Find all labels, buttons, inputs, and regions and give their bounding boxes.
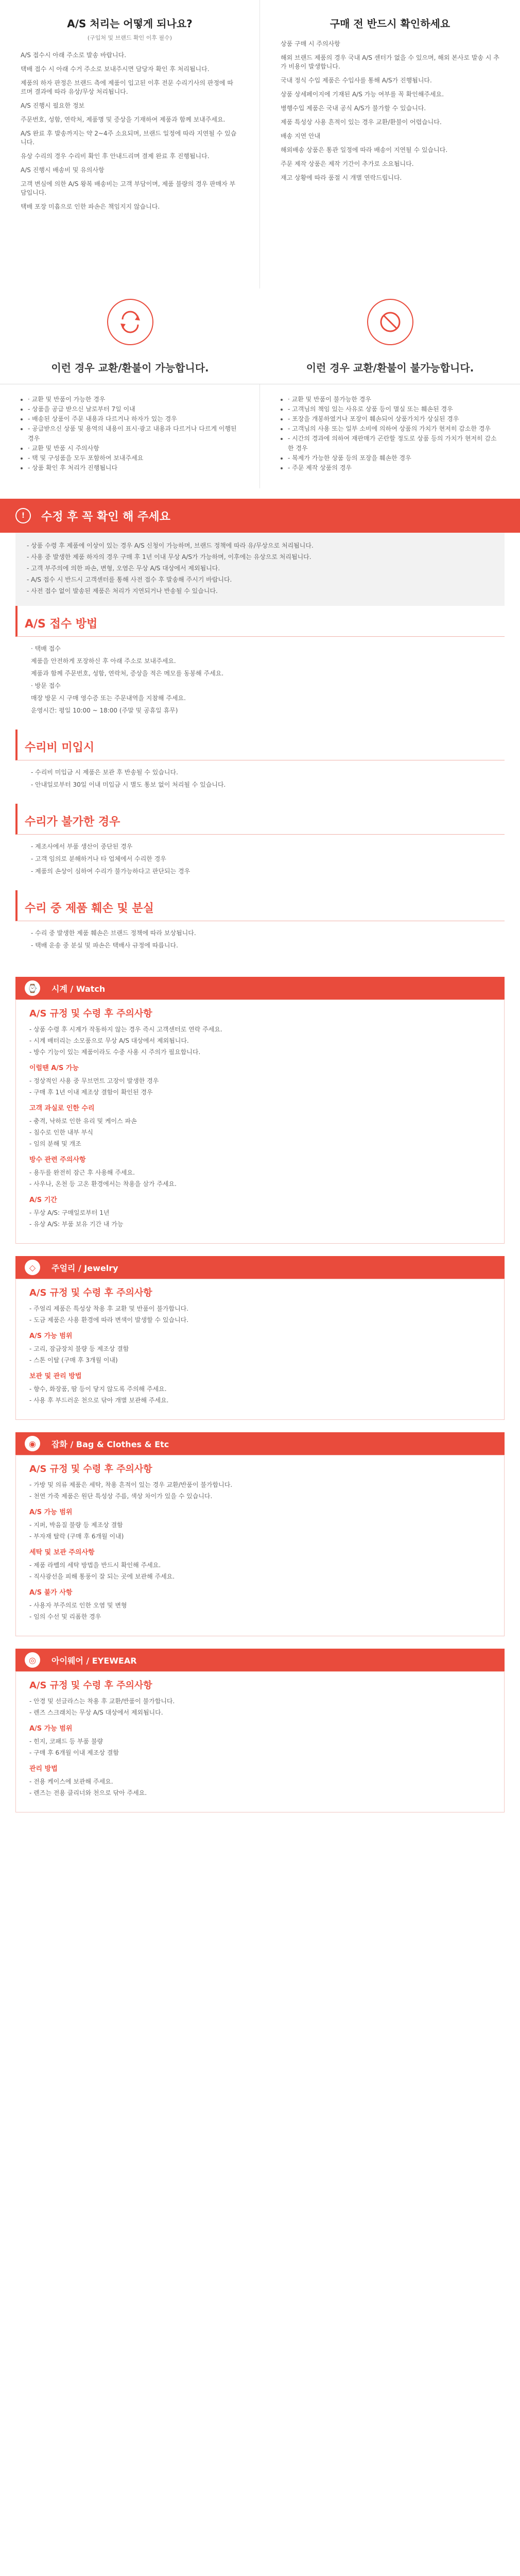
category-line: - 전용 케이스에 보관해 주세요. <box>29 1778 113 1785</box>
category-line: - 시계 배터리는 소모품으로 무상 A/S 대상에서 제외됩니다. <box>29 1037 189 1044</box>
purchase-notice-panel <box>260 0 520 289</box>
purchase-notice-item: 상품 구매 시 주의사항 <box>281 40 340 47</box>
purchase-notice-item: 배송 지연 안내 <box>281 132 321 140</box>
as-process-item: 유상 수리의 경우 수리비 확인 후 안내드리며 결제 완료 후 진행됩니다. <box>21 152 210 160</box>
section-line: · 방문 접수 <box>31 682 61 689</box>
exchange-possible-item: • - 상품을 공급 받으신 날로부터 7일 이내 <box>28 404 239 414</box>
category-line: - 천연 가죽 제품은 원단 특성상 주름, 색상 차이가 있을 수 있습니다. <box>29 1493 213 1500</box>
exchange-lists <box>0 384 520 488</box>
category-line: - 렌즈는 전용 클리너와 천으로 닦아 주세요. <box>29 1789 147 1797</box>
exchange-impossible-item: • - 고객님의 사용 또는 일부 소비에 의하여 상품의 가치가 현저히 감소한 경우 <box>288 424 499 434</box>
as-process-panel <box>0 0 260 289</box>
notice-line: - 사전 접수 없이 발송된 제품은 처리가 지연되거나 반송될 수 있습니다. <box>27 587 218 595</box>
category-card <box>15 1279 505 1420</box>
category-card <box>15 1671 505 1812</box>
notice-box <box>15 533 505 606</box>
exchange-possible-item: • - 공급받으신 상품 및 용역의 내용이 표시·광고 내용과 다르거나 다르게 이행된 경우 <box>28 424 239 444</box>
category-line: - 지퍼, 박음질 불량 등 제조상 결함 <box>29 1521 123 1529</box>
purchase-notice-item: 해외 브랜드 제품의 경우 국내 A/S 센터가 없을 수 있으며, 해외 본사로 발송 시 추가 비용이 발생합니다. <box>281 54 499 70</box>
purchase-notice-item: 병행수입 제품은 국내 공식 A/S가 불가할 수 있습니다. <box>281 105 426 112</box>
as-process-item: 택배 접수 시 아래 수거 주소로 보내주시면 담당자 확인 후 처리됩니다. <box>21 65 210 73</box>
category-bar <box>15 977 505 999</box>
section-title: 수리비 미입시 <box>15 730 505 760</box>
section-body <box>15 760 505 804</box>
category-line: - 제품 라벨의 세탁 방법을 반드시 확인해 주세요. <box>29 1562 161 1569</box>
category-subheading: A/S 기간 <box>29 1196 57 1204</box>
as-process-item: 제품의 하자 판정은 브랜드 측에 제품이 입고된 이후 전문 수리기사의 판정에 따르며 결과에 따라 유상/무상 처리됩니다. <box>21 79 233 95</box>
category-line: - 힌지, 코패드 등 부품 불량 <box>29 1738 103 1745</box>
section-line: 제품을 안전하게 포장하신 후 아래 주소로 보내주세요. <box>31 657 176 665</box>
section-title: 수리가 불가한 경우 <box>15 804 505 835</box>
as-process-title: A/S 처리는 어떻게 되나요? (구입처 및 브랜드 확인 이후 필수) <box>67 18 193 41</box>
as-process-item: A/S 진행시 필요한 정보 <box>21 102 85 109</box>
as-process-item: A/S 완료 후 발송까지는 약 2~4주 소요되며, 브랜드 일정에 따라 지연될 수 있습니다. <box>21 130 237 146</box>
exchange-impossible-icon <box>367 299 413 345</box>
category-line: - 도금 제품은 사용 환경에 따라 변색이 발생할 수 있습니다. <box>29 1316 189 1324</box>
purchase-notice-item: 주문 제작 상품은 제작 기간이 추가로 소요됩니다. <box>281 160 414 167</box>
as-process-item: A/S 진행시 배송비 및 유의사항 <box>21 166 105 174</box>
exchange-impossible-item: • - 주문 제작 상품의 경우 <box>288 463 499 473</box>
section-line: - 택배 운송 중 분실 및 파손은 택배사 규정에 따릅니다. <box>31 942 178 949</box>
exchange-possible-item: • - 택 및 구성품을 모두 포함하여 보내주세요 <box>28 453 239 463</box>
category-card <box>15 1455 505 1636</box>
category-line: - 상품 수령 후 시계가 작동하지 않는 경우 즉시 고객센터로 연락 주세요. <box>29 1026 222 1033</box>
section-line: 운영시간: 평일 10:00 ~ 18:00 (주말 및 공휴일 휴무) <box>31 707 178 714</box>
notice-line: - 상품 수령 후 제품에 이상이 있는 경우 A/S 신청이 가능하며, 브랜드 정책에 따라 유/무상으로 처리됩니다. <box>27 542 314 549</box>
notice-banner-title: 수정 후 꼭 확인 해 주세요 <box>41 510 170 523</box>
notice-line: - 고객 부주의에 의한 파손, 변형, 오염은 무상 A/S 대상에서 제외됩니다. <box>27 565 220 572</box>
category-card-title: A/S 규정 및 수령 후 주의사항 <box>29 1464 152 1475</box>
category-line: - 향수, 화장품, 땀 등이 닿지 않도록 주의해 주세요. <box>29 1385 167 1393</box>
category-subheading: 보관 및 관리 방법 <box>29 1372 82 1380</box>
purchase-notice-item: 제품 특성상 사용 흔적이 있는 경우 교환/환불이 어렵습니다. <box>281 118 442 126</box>
category-subheading: A/S 가능 범위 <box>29 1509 73 1516</box>
category-card <box>15 999 505 1244</box>
exchange-possible-item: • - 배송된 상품이 주문 내용과 다르거나 하자가 있는 경우 <box>28 414 239 424</box>
category-line: - 고리, 잠금장치 불량 등 제조상 결함 <box>29 1345 129 1352</box>
purchase-notice-item: 해외배송 상품은 통관 일정에 따라 배송이 지연될 수 있습니다. <box>281 146 448 154</box>
category-line: - 안경 및 선글라스는 착용 후 교환/반품이 불가합니다. <box>29 1698 175 1705</box>
category-subheading: 방수 관련 주의사항 <box>29 1156 86 1164</box>
exchange-possible-icon <box>107 299 153 345</box>
section-line: - 안내일로부터 30일 이내 미입금 시 별도 통보 없이 처리될 수 있습니다. <box>31 781 226 788</box>
category-subheading: A/S 가능 범위 <box>29 1725 73 1733</box>
category-line: - 용두를 완전히 잠근 후 사용해 주세요. <box>29 1169 135 1176</box>
category-line: - 충격, 낙하로 인한 유리 및 케이스 파손 <box>29 1117 137 1125</box>
category-line: - 직사광선을 피해 통풍이 잘 되는 곳에 보관해 주세요. <box>29 1573 175 1580</box>
category-icon: ◉ <box>25 1436 40 1451</box>
exchange-impossible-list <box>281 395 499 473</box>
info-icon: ! <box>15 508 31 523</box>
category-line: - 사용자 부주의로 인한 오염 및 변형 <box>29 1602 127 1609</box>
exchange-impossible-item: • - 복제가 가능한 상품 등의 포장을 훼손한 경우 <box>288 453 499 463</box>
category-icon: ◇ <box>25 1260 40 1275</box>
exchange-possible-list <box>21 395 239 473</box>
section-line: - 제품의 손상이 심하여 수리가 불가능하다고 판단되는 경우 <box>31 868 190 875</box>
category-line: - 가방 및 의류 제품은 세탁, 착용 흔적이 있는 경우 교환/반품이 불가합니다. <box>29 1481 233 1488</box>
section-line: - 고객 임의로 분해하거나 타 업체에서 수리한 경우 <box>31 855 166 862</box>
category-card-title: A/S 규정 및 수령 후 주의사항 <box>29 1008 152 1019</box>
as-process-item: 택배 포장 미흡으로 인한 파손은 책임지지 않습니다. <box>21 203 160 210</box>
category-icon: ◎ <box>25 1652 40 1668</box>
section-body <box>15 921 505 964</box>
category-line: - 구매 후 6개월 이내 제조상 결함 <box>29 1749 119 1756</box>
section-line: 매장 방문 시 구매 영수증 또는 주문내역을 지참해 주세요. <box>31 694 186 702</box>
category-card-title: A/S 규정 및 수령 후 주의사항 <box>29 1680 152 1691</box>
exchange-icons <box>0 289 520 355</box>
as-process-item: 주문번호, 성함, 연락처, 제품명 및 증상을 기재하여 제품과 함께 보내주세요. <box>21 116 226 123</box>
section-body <box>15 835 505 890</box>
category-bar <box>15 1256 505 1279</box>
category-bar-title: 아이웨어 / EYEWEAR <box>51 1655 137 1666</box>
category-bar <box>15 1432 505 1455</box>
exchange-impossible-caption: 이런 경우 교환/환불이 불가능합니다. <box>306 362 474 374</box>
section-line: - 수리 중 발생한 제품 훼손은 브랜드 정책에 따라 보상됩니다. <box>31 929 196 937</box>
purchase-notice-item: 재고 상황에 따라 품절 시 개별 연락드립니다. <box>281 174 402 181</box>
notice-line: - A/S 접수 시 반드시 고객센터를 통해 사전 접수 후 발송해 주시기 바랍니다. <box>27 576 232 583</box>
section-line: - 제조사에서 부품 생산이 중단된 경우 <box>31 843 133 850</box>
exchange-captions <box>0 355 520 384</box>
section-line: · 택배 접수 <box>31 645 61 652</box>
category-subheading: 이럴땐 A/S 가능 <box>29 1064 79 1072</box>
category-subheading: A/S 불가 사항 <box>29 1589 73 1597</box>
category-line: - 유상 A/S: 부품 보유 기간 내 가능 <box>29 1221 124 1228</box>
section-body <box>15 637 505 730</box>
notice-line: - 사용 중 발생한 제품 하자의 경우 구매 후 1년 이내 무상 A/S가 가능하며, 이후에는 유상으로 처리됩니다. <box>27 553 311 561</box>
section-title: A/S 접수 방법 <box>15 606 505 637</box>
category-line: - 스톤 이탈 (구매 후 3개월 이내) <box>29 1357 118 1364</box>
section-line: 제품과 함께 주문번호, 성함, 연락처, 증상을 적은 메모를 동봉해 주세요. <box>31 670 224 677</box>
as-process-item: A/S 접수시 아래 주소로 발송 바랍니다. <box>21 52 127 59</box>
category-bar-title: 주얼리 / Jewelry <box>51 1263 118 1273</box>
category-line: - 임의 분해 및 개조 <box>29 1140 81 1147</box>
purchase-notice-title: 구매 전 반드시 확인하세요 <box>330 18 450 30</box>
top-info <box>0 0 520 289</box>
category-line: - 방수 기능이 있는 제품이라도 수중 사용 시 주의가 필요합니다. <box>29 1048 201 1056</box>
category-line: - 사우나, 온천 등 고온 환경에서는 착용을 삼가 주세요. <box>29 1180 177 1188</box>
exchange-impossible-item: • · 교환 및 반품이 불가능한 경우 <box>288 395 499 404</box>
section-line: - 수리비 미입금 시 제품은 보관 후 반송될 수 있습니다. <box>31 769 178 776</box>
category-line: - 부자재 탈락 (구매 후 6개월 이내) <box>29 1533 124 1540</box>
category-subheading: 고객 과실로 인한 수리 <box>29 1105 95 1112</box>
category-line: - 정상적인 사용 중 무브먼트 고장이 발생한 경우 <box>29 1077 159 1084</box>
category-subheading: 관리 방법 <box>29 1765 58 1773</box>
exchange-impossible-item: • - 포장을 개봉하였거나 포장이 훼손되어 상품가치가 상실된 경우 <box>288 414 499 424</box>
as-process-item: 고객 변심에 의한 A/S 왕복 배송비는 고객 부담이며, 제품 불량의 경우 판매자 부담입니다. <box>21 180 236 196</box>
category-bar-title: 시계 / Watch <box>51 984 106 994</box>
notice-banner <box>0 499 520 533</box>
category-subheading: 세탁 및 보관 주의사항 <box>29 1549 95 1556</box>
purchase-notice-item: 상품 상세페이지에 기재된 A/S 가능 여부를 꼭 확인해주세요. <box>281 91 444 98</box>
exchange-impossible-item: • - 시간의 경과에 의하여 재판매가 곤란할 정도로 상품 등의 가치가 현저히 감소한 경우 <box>288 434 499 453</box>
category-line: - 렌즈 스크래치는 무상 A/S 대상에서 제외됩니다. <box>29 1709 163 1716</box>
exchange-possible-caption: 이런 경우 교환/환불이 가능합니다. <box>51 362 209 374</box>
category-line: - 침수로 인한 내부 부식 <box>29 1129 93 1136</box>
exchange-possible-item: • · 교환 및 반품 시 주의사항 <box>28 444 239 453</box>
category-bar-title: 잡화 / Bag & Clothes & Etc <box>51 1439 169 1449</box>
category-line: - 사용 후 부드러운 천으로 닦아 개별 보관해 주세요. <box>29 1397 169 1404</box>
category-line: - 무상 A/S: 구매일로부터 1년 <box>29 1209 110 1216</box>
category-line: - 임의 수선 및 리폼한 경우 <box>29 1613 101 1620</box>
category-icon: ⌚ <box>25 980 40 996</box>
category-bar <box>15 1649 505 1671</box>
category-line: - 주얼리 제품은 특성상 착용 후 교환 및 반품이 불가합니다. <box>29 1305 189 1312</box>
purchase-notice-item: 국내 정식 수입 제품은 수입사를 통해 A/S가 진행됩니다. <box>281 77 432 84</box>
section-title: 수리 중 제품 훼손 및 분실 <box>15 890 505 921</box>
exchange-impossible-item: • - 고객님의 책임 있는 사유로 상품 등이 멸실 또는 훼손된 경우 <box>288 404 499 414</box>
category-line: - 구매 후 1년 이내 제조상 결함이 확인된 경우 <box>29 1089 153 1096</box>
category-card-title: A/S 규정 및 수령 후 주의사항 <box>29 1287 152 1298</box>
category-subheading: A/S 가능 범위 <box>29 1332 73 1340</box>
exchange-possible-item: • · 교환 및 반품이 가능한 경우 <box>28 395 239 404</box>
exchange-possible-item: • - 상품 확인 후 처리가 진행됩니다 <box>28 463 239 473</box>
